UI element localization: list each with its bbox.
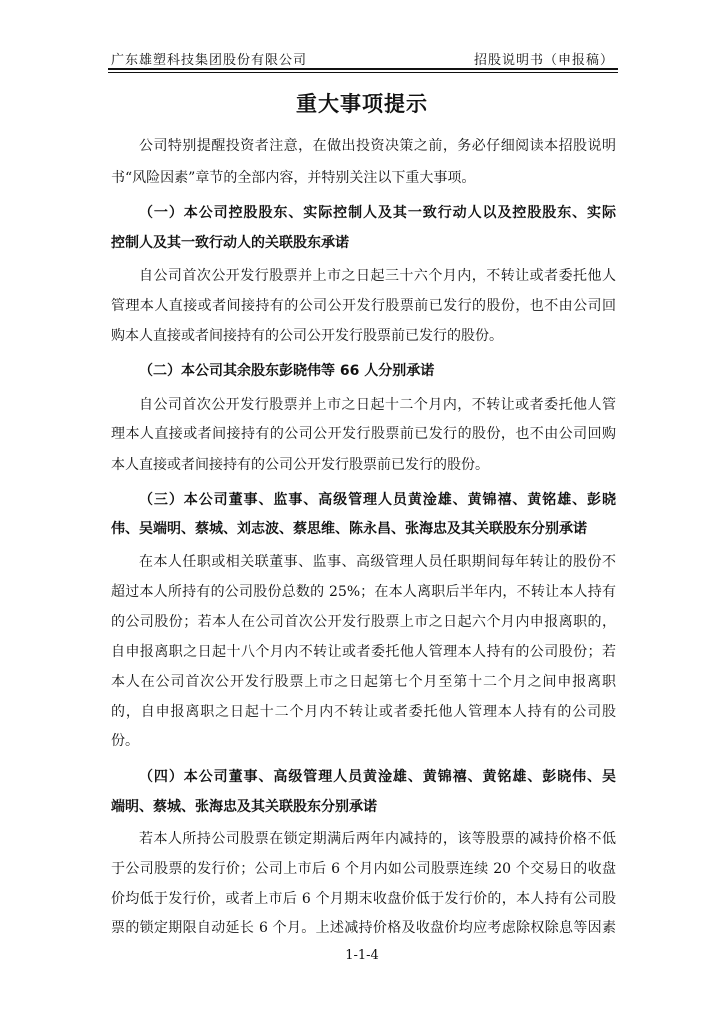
text-line: 在本人任职或相关联董事、监事、高级管理人员任职期间每年转让的股份不 xyxy=(139,554,616,570)
section-heading: （三）本公司董事、监事、高级管理人员黄淦雄、黄锦禧、黄铭雄、彭晓 xyxy=(139,492,616,508)
section-heading: （二）本公司其余股东彭晓伟等 66 人分别承诺 xyxy=(139,363,435,379)
text-line: 的，自申报离职之日起十二个月内不转让或者委托他人管理本人持有的公司股 xyxy=(111,704,616,720)
text-line: 本人在公司首次公开发行股票上市之日起第七个月至第十二个月之间申报离职 xyxy=(111,674,616,690)
text-line: 价均低于发行价，或者上市后 6 个月期末收盘价低于发行价的，本人持有公司股 xyxy=(111,891,616,907)
text-line: 自公司首次公开发行股票并上市之日起十二个月内，不转让或者委托他人管 xyxy=(139,397,616,413)
header-rule-thick xyxy=(108,68,618,70)
text-line: 于公司股票的发行价；公司上市后 6 个月内如公司股票连续 20 个交易日的收盘 xyxy=(111,861,616,877)
section-heading: 端明、蔡城、张海忠及其关联股东分别承诺 xyxy=(111,799,377,815)
text-line: 的公司股份；若本人在公司首次公开发行股票上市之日起六个月内申报离职的， xyxy=(111,614,616,630)
text-line: 公司特别提醒投资者注意，在做出投资决策之前，务必仔细阅读本招股说明 xyxy=(139,138,616,154)
text-line: 自公司首次公开发行股票并上市之日起三十六个月内，不转让或者委托他人 xyxy=(139,268,616,284)
text-line: 若本人所持公司股票在锁定期满后两年内减持的，该等股票的减持价格不低 xyxy=(139,831,616,847)
text-line: 书“风险因素”章节的全部内容，并特别关注以下重大事项。 xyxy=(111,170,476,186)
section-heading: （一）本公司控股股东、实际控制人及其一致行动人以及控股股东、实际 xyxy=(139,205,616,221)
section-heading: 控制人及其一致行动人的关联股东承诺 xyxy=(111,235,349,251)
header-company-name: 广东雄塑科技集团股份有限公司 xyxy=(111,53,308,68)
header-document-type: 招股说明书（申报稿） xyxy=(473,53,614,68)
text-line: 管理本人直接或者间接持有的公司公开发行股票前已发行的股份，也不由公司回 xyxy=(111,298,616,314)
page-number: 1-1-4 xyxy=(345,948,379,963)
section-heading: （四）本公司董事、高级管理人员黄淦雄、黄锦禧、黄铭雄、彭晓伟、吴 xyxy=(139,769,616,785)
text-line: 份。 xyxy=(111,733,139,749)
text-line: 票的锁定期限自动延长 6 个月。上述减持价格及收盘价均应考虑除权除息等因素 xyxy=(111,920,616,936)
text-line: 本人直接或者间接持有的公司公开发行股票前已发行的股份。 xyxy=(111,457,489,473)
header-rule-thin xyxy=(108,72,618,73)
page-title: 重大事项提示 xyxy=(296,91,428,116)
text-line: 理本人直接或者间接持有的公司公开发行股票前已发行的股份，也不由公司回购 xyxy=(111,426,616,442)
text-line: 自申报离职之日起十八个月内不转让或者委托他人管理本人持有的公司股份；若 xyxy=(111,644,616,660)
text-line: 超过本人所持有的公司股份总数的 25%；在本人离职后半年内，不转让本人持有 xyxy=(111,584,616,600)
section-heading: 伟、吴端明、蔡城、刘志波、蔡思维、陈永昌、张海忠及其关联股东分别承诺 xyxy=(111,521,587,537)
text-line: 购本人直接或者间接持有的公司公开发行股票前已发行的股份。 xyxy=(111,328,503,344)
